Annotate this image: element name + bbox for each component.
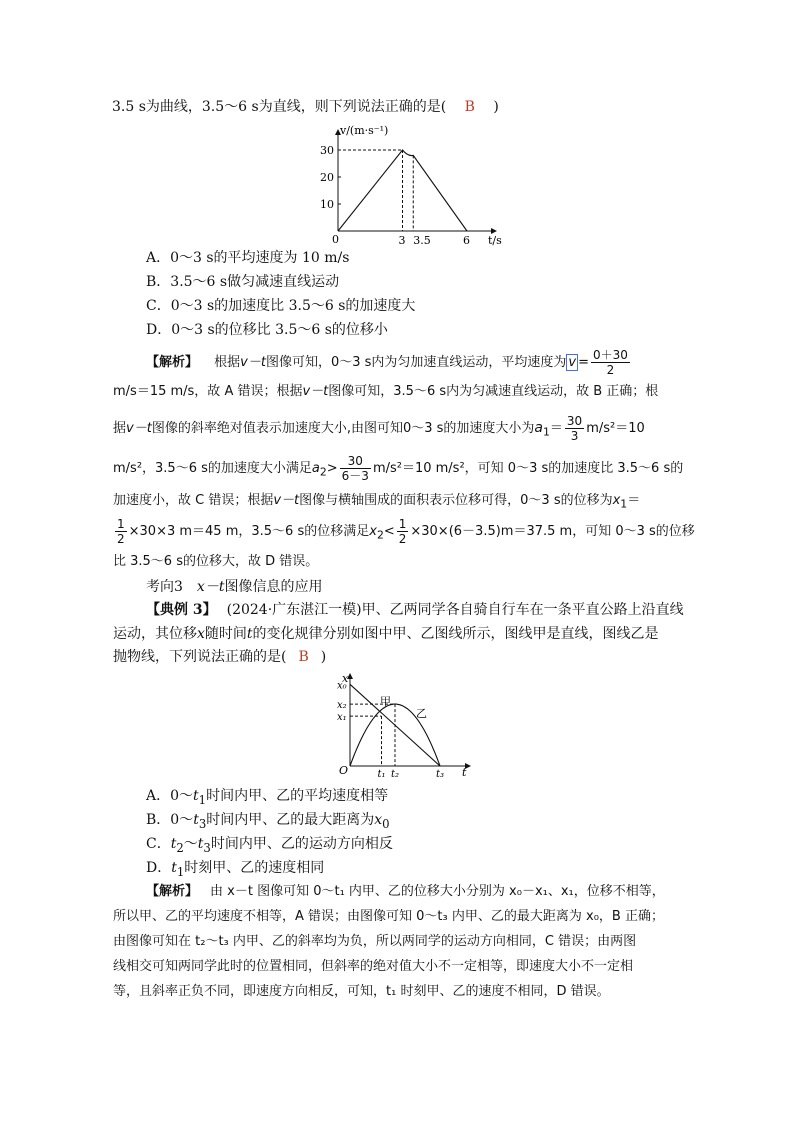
section-title: 考向3 x－t图像信息的应用 (146, 579, 323, 595)
xt-chart (336, 672, 486, 780)
frac-avg-velocity: $\frac{0+30}{2}$ (593, 348, 628, 377)
expl1-line-3: 据v－t图像的斜率绝对值表示加速度大小,由图可知0～3 s的加速度大小为$a_1=$ $\frac{30}{3}$ m/s²＝10 (113, 414, 645, 443)
vt-origin: 0 (332, 233, 339, 246)
q2-line-2: 运动，其位移x随时间t的变化规律分别如图中甲、乙图线所示，图线甲是直线，图线乙是 (113, 626, 659, 642)
xt-ytick-1: x₂ (337, 700, 347, 712)
vt-xtick-3.5: 3.5 (413, 234, 431, 247)
xt-ylabel: x (342, 672, 349, 685)
q1-option-c: C．0～3 s的加速度比 3.5～6 s的加速度大 (146, 298, 416, 314)
q1-stem: 3.5 s为曲线，3.5～6 s为直线，则下列说法正确的是( B ) (112, 99, 499, 115)
expl1-line-6: $\frac{1}{2}$ ×30×3 m＝45 m，3.5～6 s的位移满足$x_2<$ $\frac{1}{2}$ ×30×(6－3.5)m＝37.5 m，可知 0～3 s的位移 (117, 517, 695, 546)
vt-xlabel: t/s (488, 234, 502, 247)
expl1-line-4: m/s²，3.5～6 s的加速度大小满足$a_2>$ $\frac{30}{6-3}$ m/s²＝10 m/s²，可知 0～3 s的加速度比 3.5～6 s的 (113, 454, 684, 483)
frac-half-2: $\frac{1}{2}$ (398, 517, 407, 546)
q1-option-a: A．0～3 s的平均速度为 10 m/s (146, 250, 350, 266)
vt-ytick-20: 20 (320, 171, 334, 184)
vt-ylabel: v/(m·s⁻¹) (340, 124, 389, 137)
q2-option-a: A．$0\sim t_1$时间内甲、乙的平均速度相等 (146, 788, 389, 807)
xt-label-jia: 甲 (380, 695, 391, 708)
expl1-line-1: 【解析】 根据v－t图像可知，0～3 s内为匀加速直线运动，平均速度为 v = $\frac{0+30}{2}$ (146, 348, 628, 377)
q2-line-1: 【典例 3】 (2024·广东湛江一模)甲、乙两同学各自骑自行车在一条平直公路上沿直线 (146, 602, 684, 618)
q2-option-b: B．$0\sim t_3$时间内甲、乙的最大距离为$x_0$ (146, 812, 390, 831)
q1-answer: B (464, 99, 475, 115)
expl1-line-5: 加速度小，故 C 错误；根据v－t图像与横轴围成的面积表示位移可得，0～3 s的位移为$x_1=$ (113, 493, 641, 511)
xt-xlabel: t (462, 766, 467, 779)
q1-option-d: D．0～3 s的位移比 3.5～6 s的位移小 (146, 322, 388, 338)
vt-xtick-3: 3 (398, 234, 406, 247)
frac-a2: $\frac{30}{6-3}$ (341, 454, 369, 483)
expl1-line-2: m/s＝15 m/s，故 A 错误；根据v－t图像可知，3.5～6 s内为匀减速直线运动，故 B 正确；根 (113, 384, 659, 399)
xt-xtick-2: t₃ (436, 769, 445, 780)
q2-answer: B (298, 649, 309, 665)
xt-ytick-2: x₁ (337, 712, 347, 724)
vt-ytick-30: 30 (320, 144, 334, 157)
xt-origin: O (339, 764, 349, 777)
q2-line-3: 抛物线，下列说法正确的是( B ) (113, 649, 327, 665)
vt-ytick-10: 10 (320, 198, 334, 211)
xt-xtick-0: t₁ (377, 769, 386, 780)
expl2-line-2: 所以甲、乙的平均速度不相等，A 错误；由图像可知 0～t₃ 内甲、乙的最大距离为 x₀，B 正确； (113, 909, 664, 924)
q2-option-d: D．$t_1$时刻甲、乙的速度相同 (146, 860, 325, 879)
expl1-line-7: 比 3.5～6 s的位移大，故 D 错误。 (113, 554, 319, 569)
frac-half-1: $\frac{1}{2}$ (117, 517, 125, 546)
expl2-line-5: 等，且斜率正负不同，即速度方向相反，可知，t₁ 时刻甲、乙的速度不相同，D 错误。 (113, 984, 610, 999)
expl2-line-1: 【解析】 由 x－t 图像可知 0～t₁ 内甲、乙的位移大小分别为 x₀－x₁、x₁，位移不相等， (146, 884, 665, 899)
frac-a1: $\frac{30}{3}$ (566, 414, 583, 443)
xt-label-yi: 乙 (416, 707, 427, 720)
vt-xtick-6: 6 (463, 234, 470, 247)
xt-xtick-1: t₂ (391, 769, 400, 780)
xt-ytick-0: x₀ (337, 680, 347, 692)
expl2-line-4: 线相交可知两同学此时的位置相同，但斜率的绝对值大小不一定相等，即速度大小不一定相 (113, 959, 634, 974)
vt-chart (318, 124, 508, 248)
expl2-line-3: 由图像可知在 t₂～t₃ 内甲、乙的斜率均为负，所以两同学的运动方向相同，C 错误；由两图 (113, 934, 637, 949)
q2-option-c: C．$t_2\sim t_3$时间内甲、乙的运动方向相反 (146, 836, 393, 855)
q1-option-b: B．3.5～6 s做匀减速直线运动 (146, 274, 340, 290)
